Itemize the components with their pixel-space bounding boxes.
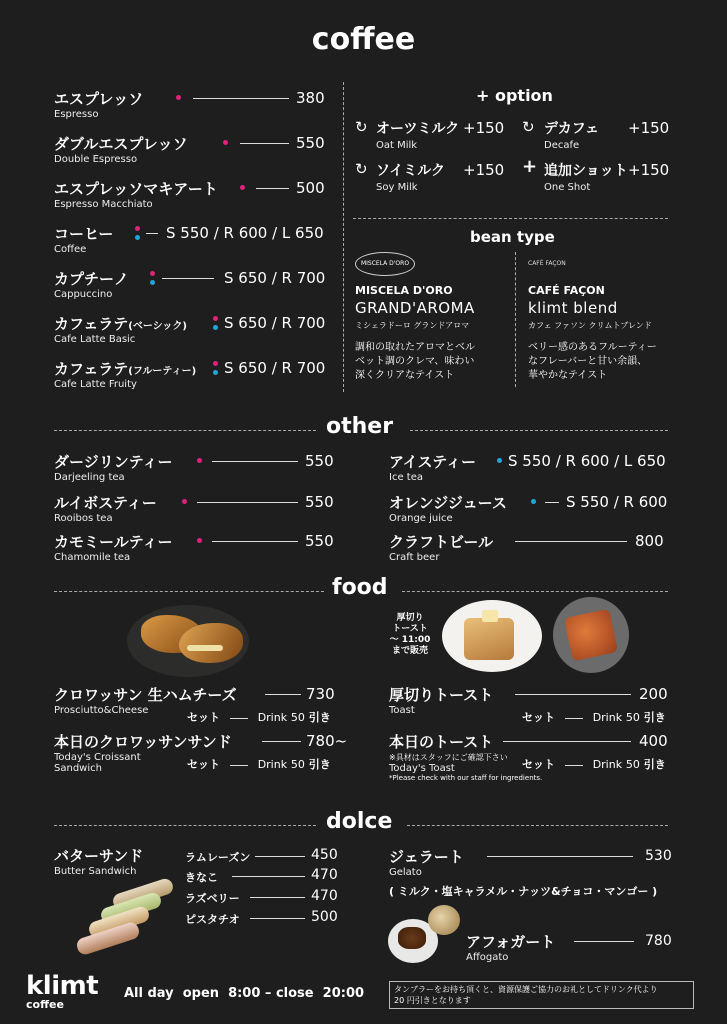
item-name-en: Today's Toast xyxy=(389,763,455,774)
item-name-en: Rooibos tea xyxy=(54,513,113,524)
item-name-en: Prosciutto&Cheese xyxy=(54,705,149,716)
item-price: 200 xyxy=(639,685,668,703)
item-name: 厚切りトースト xyxy=(389,686,494,704)
bean-brand: CAFÉ FAÇON xyxy=(528,284,605,297)
option-name: ソイミルク xyxy=(376,163,446,179)
note-line: トースト xyxy=(392,624,428,634)
option-name-en: Decafe xyxy=(544,140,580,151)
discount-suffix: 引き xyxy=(643,711,666,724)
option-item xyxy=(376,160,445,193)
option-item xyxy=(544,160,628,193)
bean-description: ベリー感のあるフルーティー xyxy=(528,342,657,353)
item-name: アフォガート xyxy=(466,933,556,951)
item-name-en: Gelato xyxy=(389,867,422,878)
menu-item xyxy=(54,358,196,390)
klimt-logo xyxy=(26,973,98,1011)
pink-bean-dot xyxy=(197,458,202,463)
item-price: S 550 / R 600 / L 650 xyxy=(508,452,666,470)
item-name: カモミールティー xyxy=(54,533,173,551)
item-name: カプチーノ xyxy=(54,270,129,288)
set-discount xyxy=(187,709,331,725)
item-note: ※具材はスタッフにご確認下さい xyxy=(389,753,508,762)
flavor-price: 500 xyxy=(311,909,338,925)
blue-bean-dot xyxy=(531,499,536,504)
set-label: セット xyxy=(187,711,220,724)
option-price: +150 xyxy=(628,119,670,137)
bean-a xyxy=(355,284,475,383)
cafe-facon-logo: CAFÉ FAÇON xyxy=(528,260,566,267)
logo-text: klimt xyxy=(26,971,99,1001)
item-name-en: Cafe Latte Basic xyxy=(54,334,136,345)
leader-line xyxy=(162,278,214,279)
item-price: 550 xyxy=(305,532,334,550)
item-name: ダブルエスプレッソ xyxy=(54,135,188,153)
item-name-en: Espresso Macchiato xyxy=(54,199,153,210)
leader-line xyxy=(250,918,305,919)
item-price: 550 xyxy=(305,452,334,470)
flavor-name: ラズベリー xyxy=(185,892,240,905)
item-price: 800 xyxy=(635,532,664,550)
leader-line xyxy=(212,461,298,462)
leader-line xyxy=(256,188,289,189)
item-name: コーヒー xyxy=(54,225,114,243)
leader-line xyxy=(515,541,627,542)
bean-brand: MISCELA D'ORO xyxy=(355,284,453,297)
bean-kana: ミシェラドーロ グランドアロマ xyxy=(355,321,470,330)
divider xyxy=(54,591,324,592)
pink-bean-dot xyxy=(135,226,140,231)
bean-description: 調和の取れたアロマとベル xyxy=(355,342,475,353)
drink-discount: 50 xyxy=(625,711,640,724)
item-name: エスプレッソマキアート xyxy=(54,180,218,198)
bean-description: 華やかなテイスト xyxy=(528,370,608,381)
item-name-en: Affogato xyxy=(466,952,509,963)
leader-line xyxy=(503,741,631,742)
set-label: セット xyxy=(522,758,555,771)
leader-line xyxy=(232,876,305,877)
blue-bean-dot xyxy=(213,325,218,330)
item-name: オレンジジュース xyxy=(389,494,507,512)
flavor-price: 450 xyxy=(311,847,338,863)
notice-line: タンブラーをお持ち頂くと、資源保護ご協力のお礼としてドリンク代より xyxy=(394,985,658,994)
blue-bean-dot xyxy=(135,235,140,240)
pink-bean-dot xyxy=(213,316,218,321)
item-name-en: Chamomile tea xyxy=(54,552,131,563)
item-name-en: Cafe Latte Fruity xyxy=(54,379,137,390)
leader-line xyxy=(265,694,301,695)
cycle-icon: ↻ xyxy=(522,118,535,136)
bean-name: GRAND'AROMA xyxy=(355,299,475,317)
menu-item xyxy=(54,845,143,877)
item-name: ダージリンティー xyxy=(54,453,173,471)
leader-line xyxy=(212,541,298,542)
menu-item xyxy=(54,88,143,120)
drink-label: Drink xyxy=(257,711,288,724)
today-toast-photo xyxy=(553,597,629,673)
section-title-food: food xyxy=(332,575,388,600)
item-name-en: Double Espresso xyxy=(54,154,138,165)
divider xyxy=(353,218,668,219)
drink-label: Drink xyxy=(592,711,623,724)
note-line: 〜 11:00 xyxy=(389,635,431,645)
item-name: カフェラテ xyxy=(54,315,129,333)
item-price: 730 xyxy=(306,685,335,703)
menu-item xyxy=(54,313,187,345)
item-name: クラフトビール xyxy=(389,533,494,551)
option-name-en: Oat Milk xyxy=(376,140,418,151)
leader-line xyxy=(193,98,289,99)
column-divider xyxy=(343,82,344,392)
section-title-other: other xyxy=(326,414,394,439)
option-name-en: One Shot xyxy=(544,182,591,193)
item-name-en: Toast xyxy=(389,705,415,716)
toast-time-note xyxy=(388,613,432,657)
item-name-en: Craft beer xyxy=(389,552,440,563)
gelato-flavors: ( ミルク・塩キャラメル・ナッツ&チョコ・マンゴー ) xyxy=(389,885,658,898)
bean-description: なフレーバーと甘い余韻、 xyxy=(528,356,648,367)
divider xyxy=(407,825,668,826)
affogato-photo xyxy=(388,905,464,967)
pink-bean-dot xyxy=(150,271,155,276)
item-name-en: Darjeeling tea xyxy=(54,472,125,483)
divider xyxy=(54,430,316,431)
menu-item xyxy=(54,223,113,255)
item-price: S 650 / R 700 xyxy=(224,359,326,377)
leader-line xyxy=(250,897,305,898)
menu-item xyxy=(54,268,129,300)
leader-line xyxy=(487,856,633,857)
menu-item xyxy=(389,684,493,716)
pink-bean-dot xyxy=(176,95,181,100)
notice-line: 20 円引きとなります xyxy=(394,996,471,1005)
item-price: 550 xyxy=(305,493,334,511)
item-name-en: Today's Croissant xyxy=(54,752,141,763)
leader-line xyxy=(240,143,289,144)
option-name: デカフェ xyxy=(544,121,600,137)
discount-suffix: 引き xyxy=(643,758,666,771)
cycle-icon: ↻ xyxy=(355,118,368,136)
option-name-en: Soy Milk xyxy=(376,182,418,193)
item-price: S 650 / R 700 xyxy=(224,314,326,332)
leader-line xyxy=(574,941,634,942)
croissant-photo xyxy=(127,605,249,677)
option-price: +150 xyxy=(628,161,670,179)
item-name: 本日のトースト xyxy=(389,733,494,751)
menu-item xyxy=(54,531,173,563)
cycle-icon: ↻ xyxy=(355,160,368,178)
item-price: 780~ xyxy=(306,732,348,750)
blue-bean-dot xyxy=(213,370,218,375)
item-name-en: Coffee xyxy=(54,244,87,255)
item-name-en: Sandwich xyxy=(54,763,102,774)
item-name: ルイボスティー xyxy=(54,494,157,512)
item-name: カフェラテ xyxy=(54,360,129,378)
bean-name: klimt blend xyxy=(528,299,618,317)
item-price: 400 xyxy=(639,732,668,750)
toast-photo xyxy=(442,600,542,672)
menu-item xyxy=(54,451,173,483)
flavor-name: ラムレーズン xyxy=(185,851,251,864)
bean-description: 深くクリアなテイスト xyxy=(355,370,455,381)
drink-discount: 50 xyxy=(625,758,640,771)
item-name-en: Ice tea xyxy=(389,472,423,483)
item-name-en: Espresso xyxy=(54,109,99,120)
item-note-en: *Please check with our staff for ingredients. xyxy=(389,774,543,782)
option-name: オーツミルク xyxy=(376,121,460,137)
option-price: +150 xyxy=(463,119,505,137)
drink-label: Drink xyxy=(257,758,288,771)
leader-line xyxy=(255,856,305,857)
leader-line xyxy=(515,694,631,695)
item-name: ジェラート xyxy=(389,848,464,866)
option-title: + option xyxy=(476,86,553,105)
menu-item xyxy=(389,531,493,563)
item-price: 550 xyxy=(296,134,325,152)
menu-item xyxy=(54,133,188,165)
blue-bean-dot xyxy=(497,458,502,463)
discount-suffix: 引き xyxy=(308,758,331,771)
leader-line xyxy=(262,741,301,742)
item-price: S 550 / R 600 xyxy=(566,493,668,511)
pink-bean-dot xyxy=(240,185,245,190)
pink-bean-dot xyxy=(213,361,218,366)
bean-b xyxy=(528,284,657,383)
item-name: エスプレッソ xyxy=(54,90,144,108)
set-label: セット xyxy=(522,711,555,724)
miscela-doro-logo: MISCELA D'ORO xyxy=(355,252,415,276)
option-price: +150 xyxy=(463,161,505,179)
item-name-en: Cappuccino xyxy=(54,289,113,300)
bean-description: ベット調のクレマ、味わい xyxy=(355,356,475,367)
item-name: クロワッサン 生ハムチーズ xyxy=(54,686,237,704)
note-line: まで販売 xyxy=(391,646,428,656)
set-discount xyxy=(522,709,666,725)
section-title-coffee: coffee xyxy=(311,22,416,57)
flavor-name: きなこ xyxy=(185,871,218,884)
pink-bean-dot xyxy=(197,538,202,543)
leader-line xyxy=(545,502,559,503)
menu-item xyxy=(389,731,542,782)
butter-sandwich-photo xyxy=(72,886,178,964)
item-name: バターサンド xyxy=(54,847,144,865)
divider xyxy=(402,591,668,592)
bean-kana: カフェ ファソン クリムトブレンド xyxy=(528,321,652,330)
pink-bean-dot xyxy=(223,140,228,145)
opening-hours: All day open 8:00 – close 20:00 xyxy=(124,986,365,1001)
set-discount xyxy=(522,756,666,772)
item-name: 本日のクロワッサンサンド xyxy=(54,733,232,751)
divider xyxy=(54,825,316,826)
drink-discount: 50 xyxy=(290,711,305,724)
item-price: 500 xyxy=(296,179,325,197)
note-line: 厚切り xyxy=(396,613,424,623)
drink-discount: 50 xyxy=(290,758,305,771)
item-name-en: Butter Sandwich xyxy=(54,866,137,877)
blue-bean-dot xyxy=(150,280,155,285)
menu-item xyxy=(389,451,476,483)
item-price: S 550 / R 600 / L 650 xyxy=(166,224,324,242)
flavor-name: ピスタチオ xyxy=(185,913,240,926)
item-name: アイスティー xyxy=(389,453,477,471)
flavor-price: 470 xyxy=(311,867,338,883)
item-price: S 650 / R 700 xyxy=(224,269,326,287)
divider xyxy=(410,430,668,431)
leader-line xyxy=(146,233,158,234)
item-variant: (ベーシック) xyxy=(128,321,188,332)
drink-label: Drink xyxy=(592,758,623,771)
discount-suffix: 引き xyxy=(308,711,331,724)
menu-item xyxy=(466,931,555,963)
plus-icon: + xyxy=(522,156,538,177)
item-price: 530 xyxy=(645,848,672,864)
menu-item xyxy=(54,178,218,210)
leader-line xyxy=(197,502,298,503)
set-discount xyxy=(187,756,331,772)
set-label: セット xyxy=(187,758,220,771)
pink-bean-dot xyxy=(182,499,187,504)
menu-item xyxy=(389,492,507,524)
bean-type-title: bean type xyxy=(470,228,555,246)
menu-item xyxy=(389,846,657,899)
logo-subtext: coffee xyxy=(26,998,64,1011)
flavor-price: 470 xyxy=(311,888,338,904)
tumbler-notice xyxy=(389,981,694,1009)
section-title-dolce: dolce xyxy=(326,809,393,834)
menu-item xyxy=(54,492,157,524)
option-item xyxy=(544,118,599,151)
item-variant: (フルーティー) xyxy=(128,366,197,377)
item-price: 380 xyxy=(296,89,325,107)
option-item xyxy=(376,118,459,151)
bean-divider xyxy=(515,252,516,387)
item-name-en: Orange juice xyxy=(389,513,453,524)
option-name: 追加ショット xyxy=(544,163,628,179)
item-price: 780 xyxy=(645,933,672,949)
